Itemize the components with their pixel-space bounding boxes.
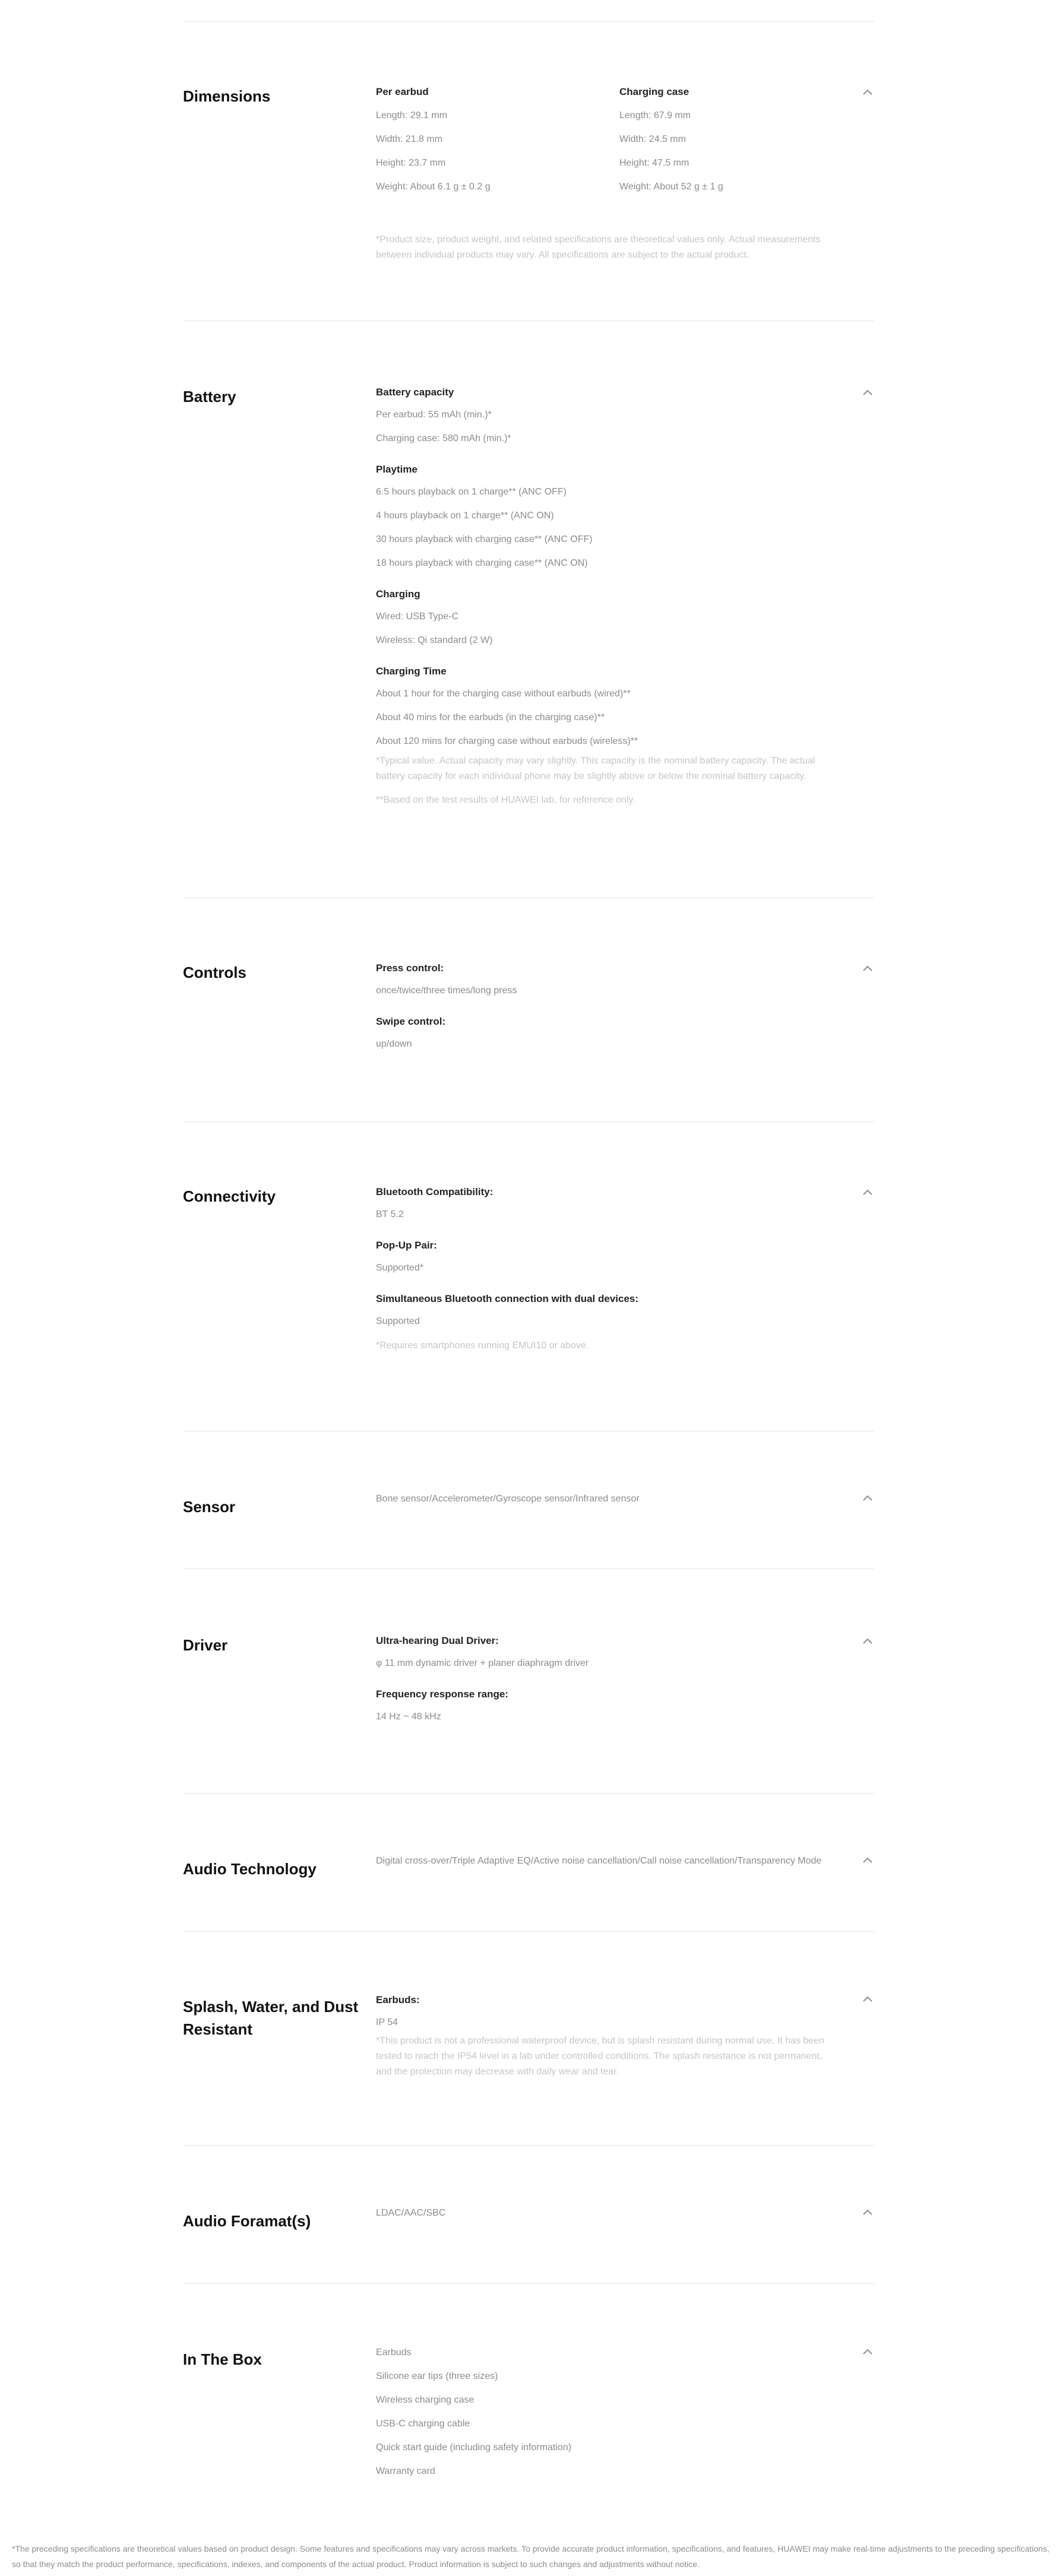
spec-value: Charging case: 580 mAh (min.)* [376, 433, 511, 443]
section-content [376, 2206, 839, 2230]
spec-value: Per earbud: 55 mAh (min.)* [376, 410, 492, 420]
divider [183, 1931, 874, 1932]
chevron-up-icon [861, 1993, 874, 2006]
spec-value: IP 54 [376, 2017, 398, 2027]
divider [183, 1121, 874, 1122]
divider [183, 21, 874, 22]
battery-charging [376, 587, 839, 648]
bluetooth-compat [376, 1185, 839, 1222]
spec-value: Height: 23.7 mm [376, 158, 446, 168]
footnote: **Based on the test results of HUAWEI lab, for reference only. [376, 795, 635, 805]
section-content [376, 1492, 839, 1516]
collapse-toggle[interactable] [861, 2346, 874, 2359]
chevron-up-icon [861, 962, 874, 975]
section-title: Splash, Water, and Dust Resistant [183, 1998, 359, 2038]
section-title: In The Box [183, 2350, 262, 2368]
spec-value: 30 hours playback with charging case** (ANC OFF) [376, 534, 593, 544]
chevron-up-icon [861, 386, 874, 400]
dual-driver [376, 1634, 839, 1671]
chevron-up-icon [861, 1186, 874, 1199]
spec-value: Supported [376, 1316, 420, 1326]
spec-value: BT 5.2 [376, 1209, 404, 1219]
footnote: *Requires smartphones running EMUI10 or above. [376, 1341, 589, 1351]
collapse-toggle[interactable] [861, 1993, 874, 2006]
section-title: Controls [183, 964, 246, 981]
earbuds-heading: Earbuds: [376, 1994, 420, 2005]
spec-value: Weight: About 6.1 g ± 0.2 g [376, 182, 491, 192]
press-control [376, 961, 839, 998]
section-title: Dimensions [183, 87, 271, 105]
battery-capacity [376, 385, 839, 446]
list-item: Quick start guide (including safety information) [376, 2442, 572, 2453]
collapse-toggle[interactable] [861, 386, 874, 400]
section-content [376, 1634, 839, 1745]
collapse-toggle[interactable] [861, 86, 874, 99]
dual-heading: Simultaneous Bluetooth connection with dual devices: [376, 1293, 639, 1304]
disclaimer: *The preceding specifications are theoretical values based on product design. Some features and specifications may vary across markets. To provide accurate product information, specifications, and features, HUAWEI may make real-time adjustments to the preceding specifications, so that they match the product performance, specifications, indexes, and components of the actual product. Product information is subject to such changes and adjustments without notice. [12, 2544, 1049, 2569]
swipe-control [376, 1015, 839, 1051]
popup-pair [376, 1238, 839, 1275]
battery-playtime [376, 462, 839, 571]
chevron-up-icon [861, 1635, 874, 1648]
charging-time-heading: Charging Time [376, 666, 447, 677]
spec-value: Wired: USB Type-C [376, 611, 459, 622]
section-title: Battery [183, 388, 236, 405]
spec-value: 6.5 hours playback on 1 charge** (ANC OFF) [376, 487, 567, 497]
spec-value: φ 11 mm dynamic driver + planer diaphragm driver [376, 1658, 589, 1668]
spec-value: 14 Hz ~ 48 kHz [376, 1712, 441, 1722]
list-item: USB-C charging cable [376, 2419, 470, 2429]
section-content [376, 385, 839, 808]
collapse-toggle[interactable] [861, 1635, 874, 1648]
collapse-toggle[interactable] [861, 2206, 874, 2219]
spec-value: Width: 24.5 mm [619, 134, 686, 144]
playtime-heading: Playtime [376, 464, 417, 475]
spec-value: About 1 hour for the charging case without earbuds (wired)** [376, 689, 631, 699]
section-content [376, 1854, 839, 1878]
spec-value: Digital cross-over/Triple Adaptive EQ/Active noise cancellation/Call noise cancellation/Transparency Mode [376, 1856, 822, 1866]
earbud-dimensions [376, 85, 619, 204]
collapse-toggle[interactable] [861, 1854, 874, 1867]
spec-value: Length: 67.9 mm [619, 110, 691, 121]
charging-heading: Charging [376, 588, 420, 600]
section-content [376, 2346, 839, 2488]
press-heading: Press control: [376, 962, 444, 974]
dual-connection [376, 1292, 839, 1329]
chevron-up-icon [861, 86, 874, 99]
chevron-up-icon [861, 2346, 874, 2359]
collapse-toggle[interactable] [861, 962, 874, 975]
spec-value: Height: 47.5 mm [619, 158, 689, 168]
chevron-up-icon [861, 2206, 874, 2219]
swipe-heading: Swipe control: [376, 1016, 446, 1027]
spec-value: Weight: About 52 g ± 1 g [619, 182, 723, 192]
section-content [376, 85, 839, 263]
spec-value: Width: 21.8 mm [376, 134, 443, 144]
frequency-range [376, 1687, 839, 1724]
section-title: Sensor [183, 1498, 236, 1516]
divider [183, 2283, 874, 2284]
list-item: Wireless charging case [376, 2395, 474, 2405]
list-item: Earbuds [376, 2347, 412, 2358]
chevron-up-icon [861, 1492, 874, 1505]
spec-value: 4 hours playback on 1 charge** (ANC ON) [376, 511, 554, 521]
footnote: *Product size, product weight, and related specifications are theoretical values only. Actual measurements between individual products may vary. All specifications are subject to the actual product. [376, 235, 821, 260]
chevron-up-icon [861, 1854, 874, 1867]
earbud-heading: Per earbud [376, 86, 429, 97]
spec-value: once/twice/three times/long press [376, 986, 517, 996]
section-title: Audio Foramat(s) [183, 2212, 311, 2230]
spec-value: up/down [376, 1039, 412, 1049]
spec-value: Wireless: Qi standard (2 W) [376, 635, 493, 645]
list-item: Silicone ear tips (three sizes) [376, 2371, 498, 2381]
spec-value: LDAC/AAC/SBC [376, 2208, 446, 2218]
freq-heading: Frequency response range: [376, 1688, 508, 1700]
section-title: Connectivity [183, 1187, 276, 1205]
spec-value: Bone sensor/Accelerometer/Gyroscope sensor/Infrared sensor [376, 1494, 640, 1504]
section-title: Driver [183, 1636, 228, 1654]
spec-value: Length: 29.1 mm [376, 110, 448, 121]
section-content [376, 961, 839, 1073]
spec-value: About 120 mins for charging case without earbuds (wireless)** [376, 736, 638, 746]
popup-heading: Pop-Up Pair: [376, 1240, 437, 1251]
section-content [376, 1993, 839, 2080]
divider [183, 1793, 874, 1794]
divider [183, 2145, 874, 2146]
footnote: *Typical value. Actual capacity may vary slightly. This capacity is the nominal battery capacity. The actual battery capacity for each individual phone may be slightly above or below the nominal battery capacity. [376, 756, 815, 781]
list-item: Warranty card [376, 2466, 435, 2476]
section-content [376, 1185, 839, 1354]
footnote: *This product is not a professional waterproof device, but is splash resistant during normal use. It has been tested to reach the IP54 level in a lab under controlled conditions. The splash resistance is not permanent, and the protection may decrease with daily wear and tear. [376, 2036, 825, 2077]
bt-heading: Bluetooth Compatibility: [376, 1186, 493, 1197]
case-heading: Charging case [619, 86, 689, 97]
spec-value: Supported* [376, 1263, 424, 1273]
case-dimensions [619, 85, 839, 204]
collapse-toggle[interactable] [861, 1186, 874, 1199]
spec-value: About 40 mins for the earbuds (in the charging case)** [376, 712, 605, 723]
driver-heading: Ultra-hearing Dual Driver: [376, 1635, 499, 1646]
collapse-toggle[interactable] [861, 1492, 874, 1505]
capacity-heading: Battery capacity [376, 386, 454, 398]
battery-charging-time [376, 664, 839, 749]
spec-value: 18 hours playback with charging case** (ANC ON) [376, 558, 588, 568]
section-title: Audio Technology [183, 1860, 317, 1878]
